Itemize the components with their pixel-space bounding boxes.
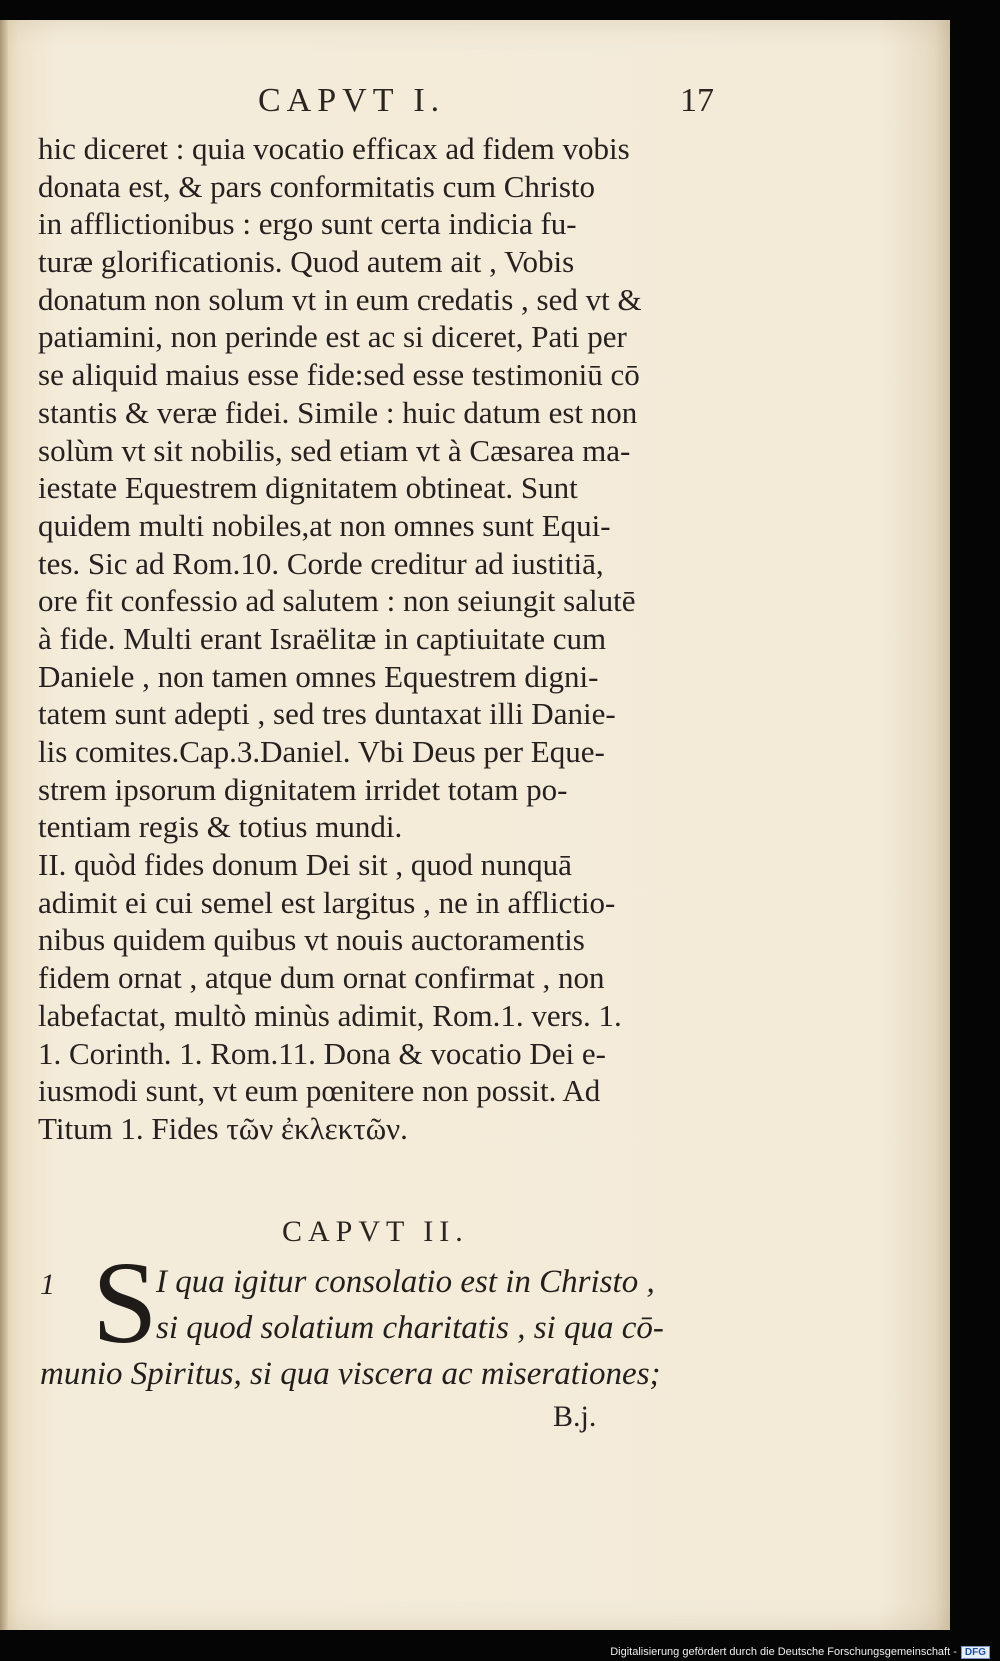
text-line: II. quòd fides donum Dei sit , quod nunquā	[38, 847, 572, 883]
text-line: turæ glorificationis. Quod autem ait , Vobis	[38, 244, 575, 280]
text-line: tes. Sic ad Rom.10. Corde creditur ad iustitiā,	[38, 545, 604, 581]
text-line: tentiam regis & totius mundi.	[38, 809, 403, 845]
dfg-logo: DFG	[961, 1646, 990, 1659]
signature-mark: B.j.	[553, 1400, 597, 1433]
text-line: fidem ornat , atque dum ornat confirmat , non	[38, 960, 605, 996]
text-line: stantis & veræ fidei. Simile : huic datum est non	[38, 394, 638, 430]
text-line: quidem multi nobiles,at non omnes sunt Equi-	[38, 507, 611, 543]
text-line: Daniele , non tamen omnes Equestrem digni-	[38, 658, 599, 694]
text-line: solùm vt sit nobilis, sed etiam vt à Cæsarea ma-	[38, 432, 631, 468]
text-line: donatum non solum vt in eum credatis , sed vt &	[38, 281, 642, 317]
digitization-credit	[610, 1646, 990, 1659]
text-line: se aliquid maius esse fide:sed esse testimoniū cō	[38, 357, 640, 393]
body-text	[38, 130, 718, 1148]
text-line: labefactat, multò minùs adimit, Rom.1. vers. 1.	[38, 997, 622, 1033]
text-line: strem ipsorum dignitatem irridet totam po-	[38, 771, 568, 807]
text-line: 1. Corinth. 1. Rom.11. Dona & vocatio Dei e-	[38, 1035, 606, 1071]
drop-cap-initial: S	[92, 1237, 158, 1368]
text-line: Titum 1. Fides τῶν ἐκλεκτῶν.	[38, 1110, 408, 1146]
page-number: 17	[680, 82, 714, 119]
text-line: iestate Equestrem dignitatem obtineat. Sunt	[38, 470, 578, 506]
text-line: nibus quidem quibus vt nouis auctoramentis	[38, 922, 585, 958]
running-head: CAPVT I.	[258, 82, 446, 119]
text-line: tatem sunt adepti , sed tres duntaxat illi Danie-	[38, 696, 616, 732]
page-gutter	[0, 20, 8, 1630]
text-line: hic diceret : quia vocatio efficax ad fidem vobis	[38, 131, 630, 166]
verse-number: 1	[40, 1268, 55, 1301]
text-line: patiamini, non perinde est ac si diceret, Pati per	[38, 319, 627, 355]
page-header	[0, 62, 950, 122]
text-line: in afflictionibus : ergo sunt certa indicia fu-	[38, 206, 577, 242]
text-line: iusmodi sunt, vt eum pœnitere non possit. Ad	[38, 1073, 601, 1109]
verse-line: si quod solatium charitatis , si qua cō-	[156, 1310, 664, 1346]
text-line: lis comites.Cap.3.Daniel. Vbi Deus per Eque-	[38, 734, 605, 769]
text-line: ore fit confessio ad salutem : non seiungit salutē	[38, 583, 636, 619]
credit-text: Digitalisierung gefördert durch die Deutsche Forschungsgemeinschaft -	[610, 1646, 957, 1658]
verse-line: munio Spiritus, si qua viscera ac miserationes;	[40, 1356, 661, 1392]
verse-line: I qua igitur consolatio est in Christo ,	[156, 1264, 655, 1300]
text-line: à fide. Multi erant Israëlitæ in captiuitate cum	[38, 620, 607, 656]
text-line: adimit ei cui semel est largitus , ne in afflictio-	[38, 884, 616, 920]
chapter-heading: CAPVT II.	[282, 1215, 469, 1248]
text-line: donata est, & pars conformitatis cum Christo	[38, 168, 596, 204]
